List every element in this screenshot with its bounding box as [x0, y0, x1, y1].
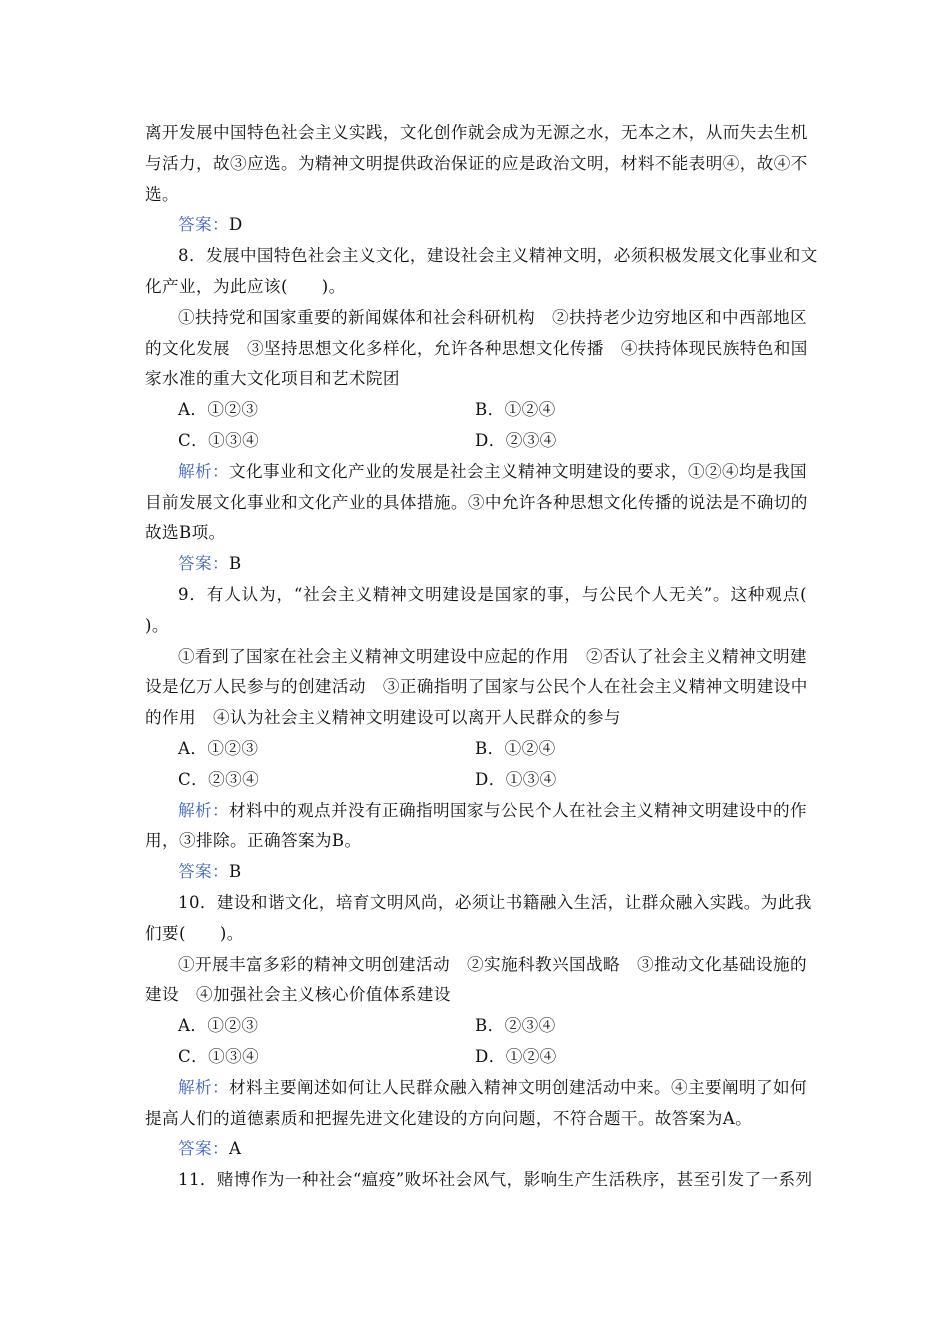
answer-value: D — [228, 215, 243, 235]
q10-analysis-line: 提高人们的道德素质和把握先进文化建设的方向问题，不符合题干。故答案为A。 — [145, 1108, 753, 1128]
q8-answer — [145, 549, 807, 580]
analysis-label: 解析： — [178, 1077, 229, 1097]
answer-label: 答案： — [178, 862, 229, 882]
answer-label: 答案： — [178, 1139, 229, 1159]
q8-item-line: ①扶持党和国家重要的新闻媒体和社会科研机构 ②扶持老少边穷地区和中西部地区 — [178, 307, 807, 327]
option-d: D．①②④ — [475, 1046, 557, 1066]
analysis-text: 文化事业和文化产业的发展是社会主义精神文明建设的要求，①②④均是我国 — [229, 461, 807, 481]
q9-item-line: 设是亿万人民参与的创建活动 ③正确指明了国家与公民个人在社会主义精神文明建设中 — [145, 677, 808, 697]
q8-options-row — [145, 395, 807, 426]
q7-analysis-line: 选。 — [145, 184, 179, 204]
q9-stem-line: 9．有人认为，“社会主义精神文明建设是国家的事，与公民个人无关”。这种观点( — [178, 584, 807, 604]
q8-analysis-line: 故选B项。 — [145, 523, 226, 543]
option-a: A．①②③ — [178, 1016, 259, 1036]
option-d: D．②③④ — [475, 430, 557, 450]
q10-stem-line: 们要( )。 — [145, 923, 244, 943]
option-a: A．①②③ — [178, 400, 259, 420]
q10-analysis-line — [145, 1073, 807, 1104]
q7-answer — [145, 210, 807, 241]
q9-answer — [145, 857, 807, 888]
answer-value: B — [228, 554, 242, 574]
q10-item-line: ①开展丰富多彩的精神文明创建活动 ②实施科教兴国战略 ③推动文化基础设施的 — [178, 954, 807, 974]
analysis-text: 材料主要阐述如何让人民群众融入精神文明创建活动中来。④主要阐明了如何 — [229, 1077, 807, 1097]
analysis-label: 解析： — [178, 461, 229, 481]
analysis-text: 材料中的观点并没有正确指明国家与公民个人在社会主义精神文明建设中的作 — [229, 800, 807, 820]
q9-analysis-line — [145, 796, 807, 827]
option-c: C．①③④ — [178, 1046, 260, 1066]
q8-item-line: 家水准的重大文化项目和艺术院团 — [145, 369, 400, 389]
answer-value: B — [228, 862, 242, 882]
answer-label: 答案： — [178, 554, 229, 574]
option-c: C．②③④ — [178, 769, 260, 789]
option-a: A．①②③ — [178, 738, 259, 758]
q9-item-line: ①看到了国家在社会主义精神文明建设中应起的作用 ②否认了社会主义精神文明建 — [178, 646, 807, 666]
q11-stem-line: 11．赌博作为一种社会“瘟疫”败坏社会风气，影响生产生活秩序，甚至引发了一系列 — [178, 1170, 813, 1190]
option-b: B．①②④ — [475, 400, 556, 420]
q10-answer — [145, 1134, 807, 1165]
option-c: C．①③④ — [178, 430, 260, 450]
q10-options-row — [145, 1011, 807, 1042]
q9-item-line: 的作用 ④认为社会主义精神文明建设可以离开人民群众的参与 — [145, 708, 621, 728]
q7-analysis-line: 与活力，故③应选。为精神文明提供政治保证的应是政治文明，材料不能表明④，故④不 — [145, 153, 808, 173]
q8-analysis-line — [145, 457, 807, 488]
q9-stem-line: )。 — [145, 615, 169, 635]
q8-item-line: 的文化发展 ③坚持思想文化多样化，允许各种思想文化传播 ④扶持体现民族特色和国 — [145, 338, 808, 358]
q8-stem-line: 化产业，为此应该( )。 — [145, 276, 346, 296]
analysis-label: 解析： — [178, 800, 229, 820]
q9-analysis-line: 用，③排除。正确答案为B。 — [145, 831, 362, 851]
q8-options-row — [145, 426, 807, 457]
answer-value: A — [228, 1139, 242, 1159]
option-b: B．②③④ — [475, 1016, 556, 1036]
answer-label: 答案： — [178, 215, 229, 235]
q10-options-row — [145, 1042, 807, 1073]
q10-item-line: 建设 ④加强社会主义核心价值体系建设 — [145, 985, 451, 1005]
option-b: B．①②④ — [475, 738, 556, 758]
text-column — [145, 118, 818, 1196]
q10-stem-line: 10．建设和谐文化，培育文明风尚，必须让书籍融入生活，让群众融入实践。为此我 — [178, 892, 812, 912]
q9-options-row — [145, 765, 807, 796]
q7-analysis-line: 离开发展中国特色社会主义实践，文化创作就会成为无源之水，无本之木，从而失去生机 — [145, 123, 808, 142]
q8-analysis-line: 目前发展文化事业和文化产业的具体措施。③中允许各种思想文化传播的说法是不确切的 — [145, 492, 808, 512]
q9-options-row — [145, 734, 807, 765]
q8-stem-line: 8．发展中国特色社会主义文化，建设社会主义精神文明，必须积极发展文化事业和文 — [178, 246, 818, 266]
option-d: D．①③④ — [475, 769, 557, 789]
